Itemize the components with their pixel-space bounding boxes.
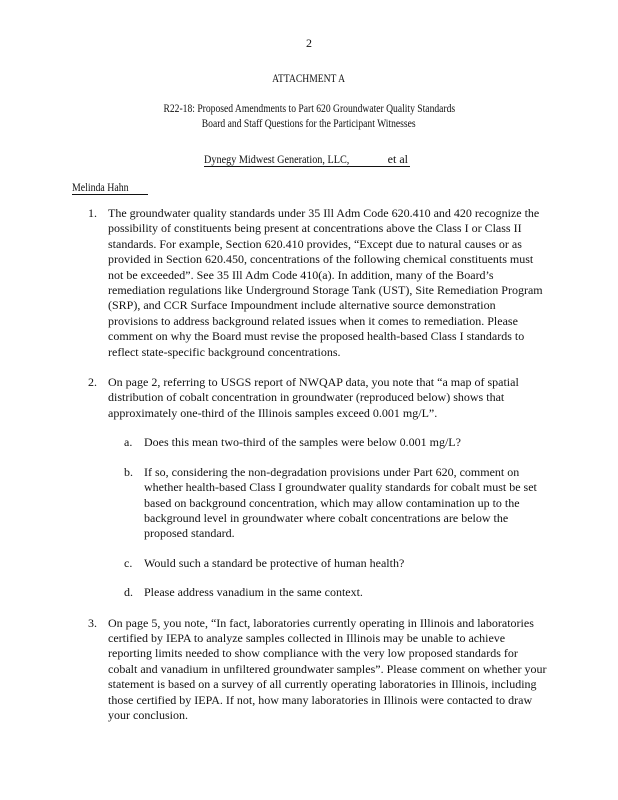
sub-question-c <box>124 556 548 571</box>
sub-question-letter: d. <box>124 585 133 600</box>
sub-question-letter: a. <box>124 435 133 450</box>
sub-question-list <box>108 435 548 600</box>
participant-suffix: et al <box>387 152 408 166</box>
question-text: On page 2, referring to USGS report of NWQAP data, you note that “a map of spatial distribution of cobalt concentration in groundwater (reproduced below) shows that approximately one-third of the Illinois samples exceed 0.001 mg/L”. <box>108 375 519 420</box>
attachment-title <box>0 71 618 85</box>
question-text: On page 5, you note, “In fact, laboratories currently operating in Illinois and laboratories certified by IEPA to analyze samples collected in Illinois may be unable to achieve reporting limits needed to show compliance with the very low proposed standards for cobalt and vanadium in unfiltered groundwater samples”. Please comment on whether your statement is based on a survey of all currently operating laboratories in Illinois, including those certified by IEPA. If not, how many laboratories in Illinois were contacted to draw your conclusion. <box>108 615 547 722</box>
witness-name-text: Melinda Hahn <box>72 180 129 194</box>
question-number: 2. <box>88 375 97 390</box>
sub-question-text: Please address vanadium in the same context. <box>144 585 363 600</box>
sub-question-d <box>124 585 548 600</box>
attachment-title-text: ATTACHMENT A <box>272 71 346 85</box>
question-number: 1. <box>88 206 97 220</box>
question-text: The groundwater quality standards under 35 Ill Adm Code 620.410 and 420 recognize the possibility of constituents being present at concentrations above the Class I or Class II standards. For example, Section 620.410 provides, “Except due to natural causes or as provided in Section 620.450, concentrations of the following chemical constituents must not be exceeded”. See 35 Ill Adm Code 410(a). In addition, many of the Board’s remediation regulations like Underground Storage Tank (UST), Site Remediation Program (SRP), and CCR Surface Impoundment include alternative source demonstration provisions to address background related issues when it comes to remediation. Please comment on why the Board must revise the proposed health-based Class I standards to reflect state-specific background concentrations. <box>108 206 543 359</box>
docket-line-text: R22-18: Proposed Amendments to Part 620 Groundwater Quality Standards <box>163 101 455 115</box>
sub-question-text: If so, considering the non-degradation provisions under Part 620, comment on whether health-based Class I groundwater quality standards for cobalt must be set based on background concentration, which may allow contamination up to the background level in groundwater where cobalt concentrations are below the proposed standard. <box>144 464 537 541</box>
question-3 <box>88 616 548 724</box>
witness-name <box>72 181 148 195</box>
docket-line <box>0 101 618 115</box>
sub-question-letter: b. <box>124 464 133 479</box>
participant-name-text: Dynegy Midwest Generation, LLC, <box>204 152 350 166</box>
question-2 <box>88 375 548 600</box>
sub-question-letter: c. <box>124 555 133 570</box>
participant-name <box>204 152 410 167</box>
sub-question-text: Does this mean two-third of the samples were below 0.001 mg/L? <box>144 435 461 450</box>
page-number <box>0 36 618 51</box>
subtitle-line <box>0 116 618 130</box>
question-list <box>88 206 548 723</box>
sub-question-b <box>124 465 548 542</box>
subtitle-line-text: Board and Staff Questions for the Participant Witnesses <box>202 116 416 130</box>
question-number: 3. <box>88 615 97 630</box>
sub-question-a <box>124 435 548 450</box>
page-number-text: 2 <box>306 36 312 50</box>
sub-question-text: Would such a standard be protective of human health? <box>144 555 405 570</box>
question-1 <box>88 206 548 360</box>
